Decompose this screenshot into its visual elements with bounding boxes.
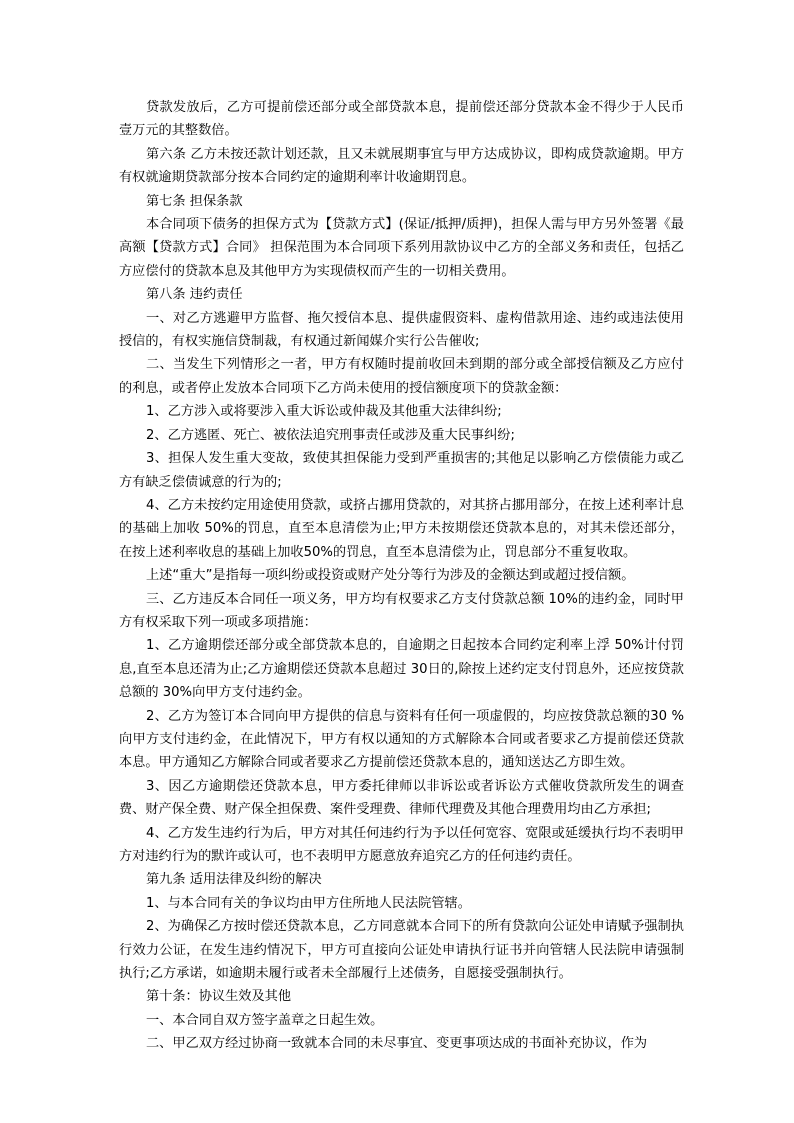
paragraph: 贷款发放后，乙方可提前偿还部分或全部贷款本息，提前偿还部分贷款本金不得少于人民币壹万元的其整数倍。	[119, 100, 684, 139]
list-item: 1、乙方逾期偿还部分或全部贷款本息的，自逾期之日起按本合同约定利率上浮 50%计付罚息,直至本息还清为止;乙方逾期偿还贷款本息超过 30日的,除按上述约定支付罚息外，还应按贷款总额的 30%向甲方支付违约金。	[119, 638, 684, 701]
list-item: 3、担保人发生重大变故，致使其担保能力受到严重损害的;其他足以影响乙方偿债能力或乙方有缺乏偿债诚意的行为的;	[119, 451, 684, 490]
list-item: 2、乙方为签订本合同向甲方提供的信息与资料有任何一项虚假的，均应按贷款总额的30 %向甲方支付违约金，在此情况下，甲方有权以通知的方式解除本合同或者要求乙方提前偿还贷款本息。甲方通知乙方解除合同或者要求乙方提前偿还贷款本息的，通知送达乙方即生效。	[119, 708, 684, 771]
paragraph: 一、本合同自双方签字盖章之日起生效。	[146, 1012, 384, 1028]
paragraph: 二、甲乙双方经过协商一致就本合同的未尽事宜、变更事项达成的书面补充协议，作为	[146, 1036, 648, 1052]
paragraph: 一、对乙方逃避甲方监督、拖欠授信本息、提供虚假资料、虚构借款用途、违约或违法使用授信的，有权实施信贷制裁，有权通过新闻媒介实行公告催收;	[119, 310, 684, 350]
paragraph: 上述“重大”是指每一项纠纷或投资或财产处分等行为涉及的金额达到或超过授信额。	[146, 568, 635, 584]
list-item: 1、与本合同有关的争议均由甲方住所地人民法院管辖。	[146, 895, 471, 911]
list-item: 3、因乙方逾期偿还贷款本息，甲方委托律师以非诉讼或者诉讼方式催收贷款所发生的调查费、财产保全费、财产保全担保费、案件受理费、律师代理费及其他合理费用均由乙方承担;	[119, 778, 684, 818]
paragraph: 三、乙方违反本合同任一项义务，甲方均有权要求乙方支付贷款总额 10%的违约金，同时甲方有权采取下列一项或多项措施：	[119, 591, 684, 630]
paragraph: 第六条 乙方未按还款计划还款，且又未就展期事宜与甲方达成协议，即构成贷款逾期。甲方有权就逾期贷款部分按本合同约定的逾期利率计收逾期罚息。	[119, 146, 684, 186]
section-heading: 第九条 适用法律及纠纷的解决	[146, 872, 322, 888]
paragraph: 本合同项下债务的担保方式为【贷款方式】(保证/抵押/质押)，担保人需与甲方另外签署《最高额【贷款方式】合同》 担保范围为本合同项下系列用款协议中乙方的全部义务和责任，包括乙方应偿付的贷款本息及其他甲方为实现债权而产生的一切相关费用。	[119, 217, 684, 279]
section-heading: 第八条 违约责任	[146, 287, 243, 303]
list-item: 4、乙方未按约定用途使用贷款，或挤占挪用贷款的，对其挤占挪用部分，在按上述利率计息的基础上加收 50%的罚息，直至本息清偿为止;甲方未按期偿还贷款本息的，对其未偿还部分，在按上述利率收息的基础上加收50%的罚息，直至本息清偿为止，罚息部分不重复收取。	[119, 497, 684, 560]
list-item: 2、乙方逃匿、死亡、被依法追究刑事责任或涉及重大民事纠纷;	[146, 427, 515, 443]
paragraph: 二、当发生下列情形之一者，甲方有权随时提前收回未到期的部分或全部授信额及乙方应付的利息，或者停止发放本合同项下乙方尚未使用的授信额度项下的贷款金额：	[119, 357, 684, 396]
section-heading: 第七条 担保条款	[146, 193, 243, 209]
list-item: 2、为确保乙方按时偿还贷款本息，乙方同意就本合同下的所有贷款向公证处申请赋予强制执行效力公证，在发生违约情况下，甲方可直接向公证处申请执行证书并向管辖人民法院申请强制执行;乙方承诺，如逾期未履行或者未全部履行上述债务，自愿接受强制执行。	[119, 919, 684, 982]
list-item: 1、乙方涉入或将要涉入重大诉讼或仲裁及其他重大法律纠纷;	[146, 404, 502, 420]
section-heading: 第十条：协议生效及其他	[146, 989, 292, 1005]
list-item: 4、乙方发生违约行为后，甲方对其任何违约行为予以任何宽容、宽限或延缓执行均不表明甲方对违约行为的默许或认可，也不表明甲方愿意放弃追究乙方的任何违约责任。	[119, 825, 684, 864]
